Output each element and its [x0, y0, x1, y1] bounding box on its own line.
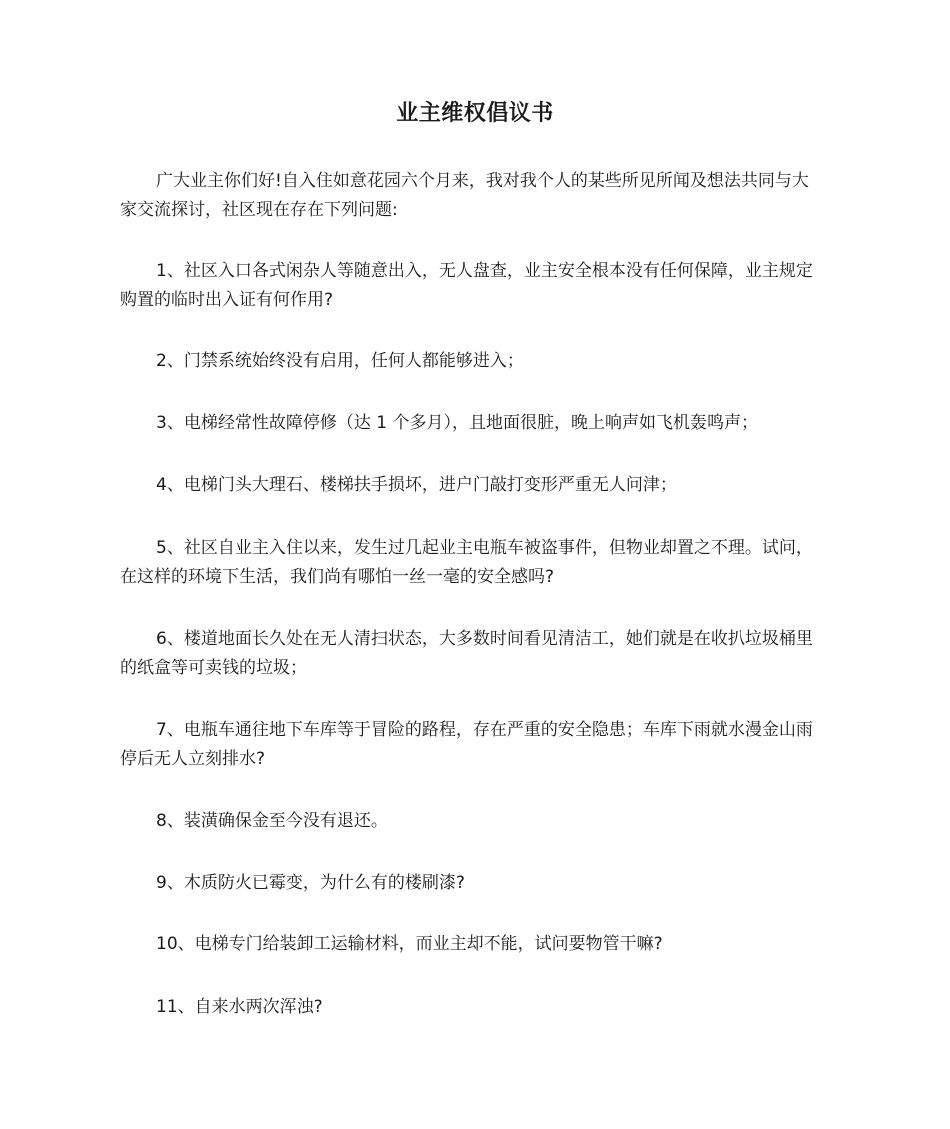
paragraph-item-2: 2、门禁系统始终没有启用，任何人都能够进入； — [156, 351, 524, 371]
paragraph-item-9: 9、木质防火已霉变，为什么有的楼刷漆? — [156, 873, 465, 893]
paragraph-item-4: 4、电梯门头大理石、楼梯扶手损坏，进户门敲打变形严重无人问津； — [156, 475, 677, 495]
paragraph-item-7: 7、电瓶车通往地下车库等于冒险的路程，存在严重的安全隐患；车库下雨就水漫金山雨停后无人立刻排水? — [120, 720, 813, 769]
paragraph-item-3: 3、电梯经常性故障停修（达 1 个多月），且地面很脏，晚上响声如飞机轰鸣声； — [156, 413, 758, 433]
paragraph-item-1: 1、社区入口各式闲杂人等随意出入，无人盘查，业主安全根本没有任何保障，业主规定购置的临时出入证有何作用? — [120, 261, 813, 310]
paragraph-item-10: 10、电梯专门给装卸工运输材料，而业主却不能，试问要物管干嘛? — [156, 934, 663, 954]
paragraph-item-8: 8、装潢确保金至今没有退还。 — [156, 811, 388, 831]
document-title: 业主维权倡议书 — [396, 101, 554, 126]
paragraph-item-6: 6、楼道地面长久处在无人清扫状态，大多数时间看见清洁工，她们就是在收扒垃圾桶里的纸盒等可卖钱的垃圾； — [120, 629, 813, 678]
paragraph-item-5: 5、社区自业主入住以来，发生过几起业主电瓶车被盗事件，但物业却置之不理。试问，在这样的环境下生活，我们尚有哪怕一丝一毫的安全感吗? — [120, 538, 813, 587]
paragraph-intro: 广大业主你们好!自入住如意花园六个月来，我对我个人的某些所见所闻及想法共同与大家交流探讨，社区现在存在下列问题: — [120, 171, 809, 220]
paragraph-item-11: 11、自来水两次浑浊? — [156, 997, 323, 1017]
